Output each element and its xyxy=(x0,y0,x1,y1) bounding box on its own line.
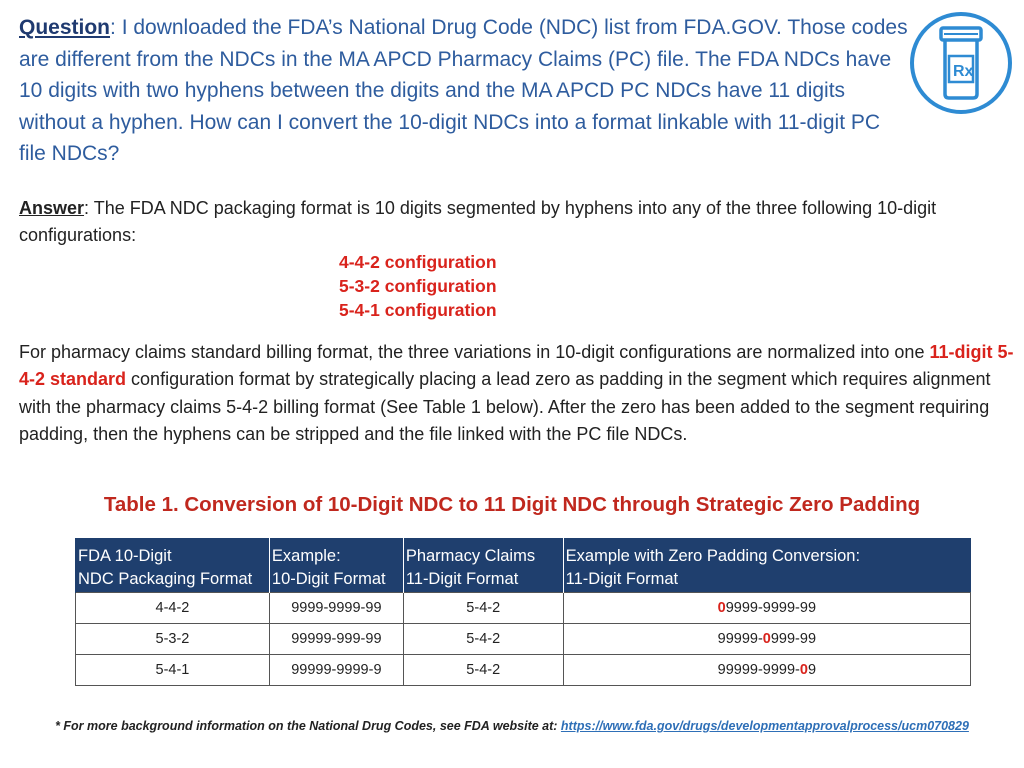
cell-fda-format: 4-4-2 xyxy=(76,593,270,624)
rx-glyph: Rx xyxy=(953,63,974,80)
cell-fda-format: 5-4-1 xyxy=(76,655,270,686)
configuration-list xyxy=(339,250,497,322)
header-example: Example: 10-Digit Format xyxy=(269,538,403,593)
footnote-text: * For more background information on the National Drug Codes, see FDA website at: xyxy=(55,719,561,733)
padding-zero: 0 xyxy=(799,662,808,678)
header-zero-padding: Example with Zero Padding Conversion: 11-Digit Format xyxy=(563,538,970,593)
table-title: Table 1. Conversion of 10-Digit NDC to 11 Digit NDC through Strategic Zero Padding xyxy=(103,493,921,516)
cell-example: 99999-999-99 xyxy=(269,624,403,655)
rx-bottle-icon xyxy=(908,10,1014,116)
configuration-item: 4-4-2 configuration xyxy=(339,252,497,272)
table-header-row xyxy=(76,538,971,593)
question-label: Question xyxy=(19,16,111,39)
padding-zero: 0 xyxy=(717,600,726,616)
header-fda-format: FDA 10-Digit NDC Packaging Format xyxy=(76,538,270,593)
configuration-item: 5-3-2 configuration xyxy=(339,276,497,296)
question-separator: : xyxy=(110,16,122,39)
cell-pc-format: 5-4-2 xyxy=(403,593,563,624)
footnote xyxy=(0,719,1024,733)
question-body: I downloaded the FDA’s National Drug Code (NDC) list from FDA.GOV. Those codes are different from the NDCs in the MA APCD Pharmacy Claims (PC) file. The FDA NDCs have 10 digits with two hyphens between the digits and the MA APCD PC NDCs have 11 digits without a hyphen. How can I convert the 10-digit NDCs into a format linkable with 11-digit PC file NDCs? xyxy=(19,16,908,165)
answer-text xyxy=(19,195,1009,249)
paragraph-text-after: configuration format by strategically placing a lead zero as padding in the segment which requires alignment with the pharmacy claims 5-4-2 billing format (See Table 1 below). After the zero has been added to the segment requiring padding, then the hyphens can be stripped and the file linked with the PC file NDCs. xyxy=(19,369,991,444)
question-text xyxy=(19,12,909,170)
cell-pc-format: 5-4-2 xyxy=(403,655,563,686)
explanation-paragraph xyxy=(19,339,1014,448)
conversion-table xyxy=(75,538,971,686)
paragraph-text-before: For pharmacy claims standard billing format, the three variations in 10-digit configurations are normalized into one xyxy=(19,342,930,362)
answer-separator: : xyxy=(84,198,94,218)
cell-padded: 99999-0999-99 xyxy=(563,624,970,655)
fda-website-link[interactable]: https://www.fda.gov/drugs/developmentapprovalprocess/ucm070829 xyxy=(560,719,969,733)
cell-padded: 99999-9999-09 xyxy=(563,655,970,686)
cell-padded: 09999-9999-99 xyxy=(563,593,970,624)
answer-label: Answer xyxy=(19,198,85,218)
cell-example: 9999-9999-99 xyxy=(269,593,403,624)
table-row xyxy=(76,655,971,686)
cell-fda-format: 5-3-2 xyxy=(76,624,270,655)
table-row xyxy=(76,624,971,655)
configuration-item: 5-4-1 configuration xyxy=(339,300,497,320)
cell-pc-format: 5-4-2 xyxy=(403,624,563,655)
header-pharmacy-claims: Pharmacy Claims 11-Digit Format xyxy=(403,538,563,593)
answer-body: The FDA NDC packaging format is 10 digits segmented by hyphens into any of the three following 10-digit configurations: xyxy=(19,198,937,245)
cell-example: 99999-9999-9 xyxy=(269,655,403,686)
paragraph-highlight: 11-digit 5-4-2 standard xyxy=(19,342,1014,390)
padding-zero: 0 xyxy=(762,631,771,647)
table-row xyxy=(76,593,971,624)
